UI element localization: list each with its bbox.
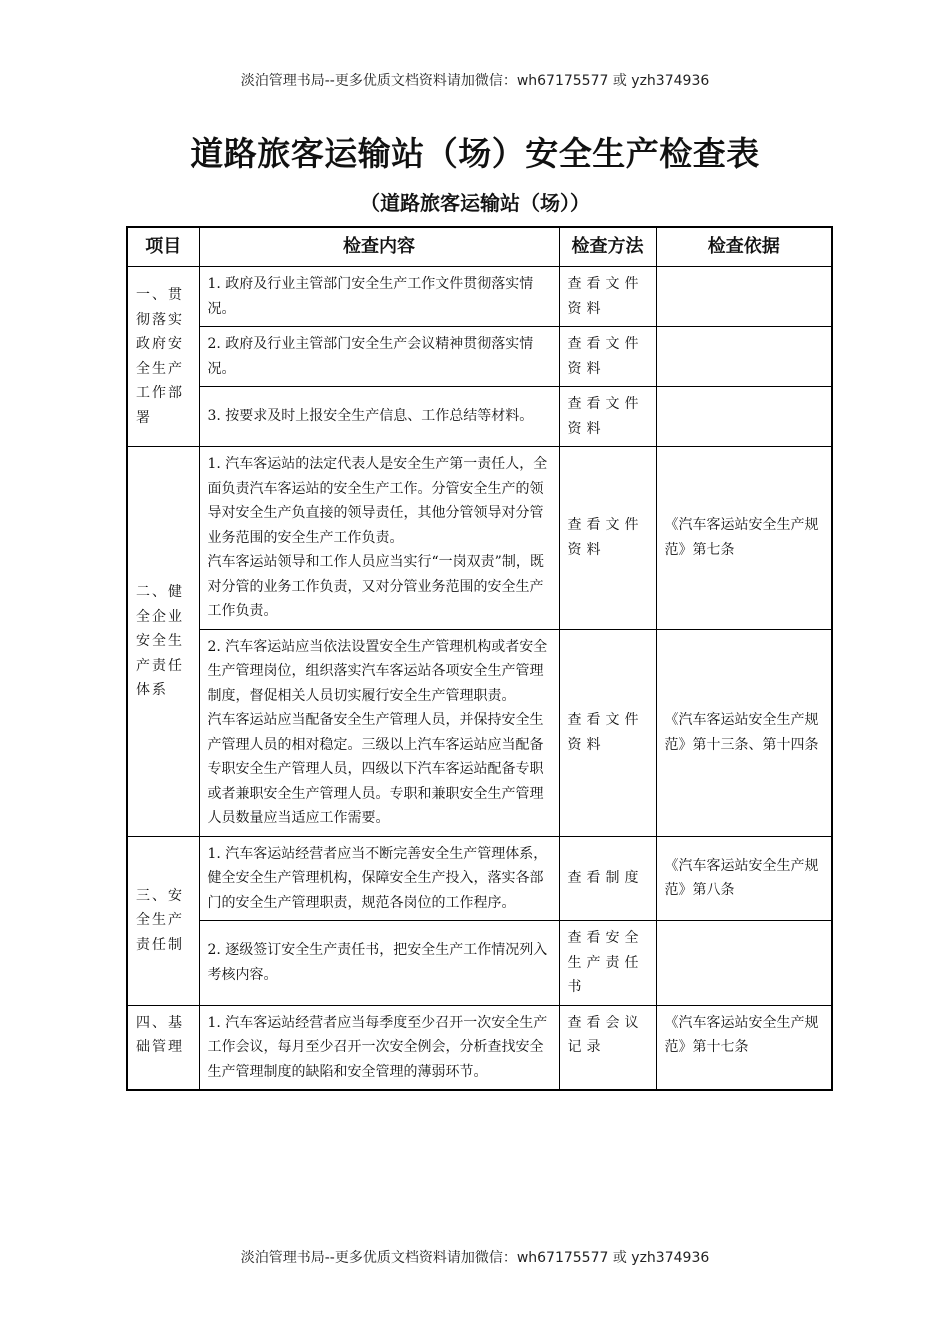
basis-cell: 《汽车客运站安全生产规范》第七条 [656,447,832,630]
content-cell [199,447,559,630]
content-paragraph: 2. 汽车客运站应当依法设置安全生产管理机构或者安全生产管理岗位，组织落实汽车客运站各项安全生产管理制度，督促相关人员切实履行安全生产管理职责。 [207,638,548,704]
document-subtitle: （道路旅客运输站（场）） [360,191,590,215]
basis-cell [656,387,832,447]
method-cell: 查看文件资料 [559,447,656,630]
table-row [127,921,832,1006]
basis-cell: 《汽车客运站安全生产规范》第十七条 [656,1005,832,1090]
basis-cell: 《汽车客运站安全生产规范》第八条 [656,836,832,921]
document-title: 道路旅客运输站（场）安全生产检查表 [190,134,760,173]
content-cell: 1. 汽车客运站经营者应当每季度至少召开一次安全生产工作会议，每月至少召开一次安全例会，分析查找安全生产管理制度的缺陷和安全管理的薄弱环节。 [199,1005,559,1090]
header-basis: 检查依据 [656,227,832,267]
table-row [127,267,832,327]
inspection-table [126,226,833,1091]
basis-cell [656,921,832,1006]
section-item-cell: 四、基础管理 [127,1005,199,1090]
content-cell: 1. 汽车客运站经营者应当不断完善安全生产管理体系，健全安全生产管理机构，保障安全生产投入，落实各部门的安全生产管理职责，规范各岗位的工作程序。 [199,836,559,921]
content-paragraph: 汽车客运站领导和工作人员应当实行“一岗双责”制，既对分管的业务工作负责，又对分管业务范围的安全生产工作负责。 [207,554,544,619]
method-cell: 查看安全生产责任书 [559,921,656,1006]
content-cell [199,629,559,836]
method-cell: 查看制度 [559,836,656,921]
content-cell: 1. 政府及行业主管部门安全生产工作文件贯彻落实情况。 [199,267,559,327]
method-cell: 查看文件资料 [559,629,656,836]
table-row [127,447,832,630]
basis-cell [656,327,832,387]
table-row [127,836,832,921]
page-footer: 淡泊管理书局--更多优质文档资料请加微信：wh67175577 或 yzh374936 [240,1250,710,1266]
method-cell: 查看文件资料 [559,327,656,387]
table-row [127,1005,832,1090]
content-cell: 2. 政府及行业主管部门安全生产会议精神贯彻落实情况。 [199,327,559,387]
method-cell: 查看会议记录 [559,1005,656,1090]
content-paragraph: 1. 汽车客运站的法定代表人是安全生产第一责任人，全面负责汽车客运站的安全生产工作。分管安全生产的领导对安全生产负直接的领导责任，其他分管领导对分管业务范围的安全生产工作负责。 [207,456,548,546]
content-paragraph: 汽车客运站应当配备安全生产管理人员，并保持安全生产管理人员的相对稳定。三级以上汽车客运站应当配备专职安全生产管理人员，四级以下汽车客运站配备专职或者兼职安全生产管理人员。专职和兼职安全生产管理人员数量应当适应工作需要。 [207,712,544,826]
table-row [127,629,832,836]
section-item-cell: 三、安全生产责任制 [127,836,199,1005]
page-header: 淡泊管理书局--更多优质文档资料请加微信：wh67175577 或 yzh374936 [240,73,710,89]
header-item: 项目 [127,227,199,267]
basis-cell [656,267,832,327]
method-cell: 查看文件资料 [559,267,656,327]
header-content: 检查内容 [199,227,559,267]
table-header-row [127,227,832,267]
section-item-cell: 二、健全企业安全生产责任体系 [127,447,199,837]
content-cell: 2. 逐级签订安全生产责任书，把安全生产工作情况列入考核内容。 [199,921,559,1006]
table-row [127,387,832,447]
table-row [127,327,832,387]
content-cell: 3. 按要求及时上报安全生产信息、工作总结等材料。 [199,387,559,447]
method-cell: 查看文件资料 [559,387,656,447]
section-item-cell: 一、贯彻落实政府安全生产工作部署 [127,267,199,447]
header-method: 检查方法 [559,227,656,267]
basis-cell: 《汽车客运站安全生产规范》第十三条、第十四条 [656,629,832,836]
